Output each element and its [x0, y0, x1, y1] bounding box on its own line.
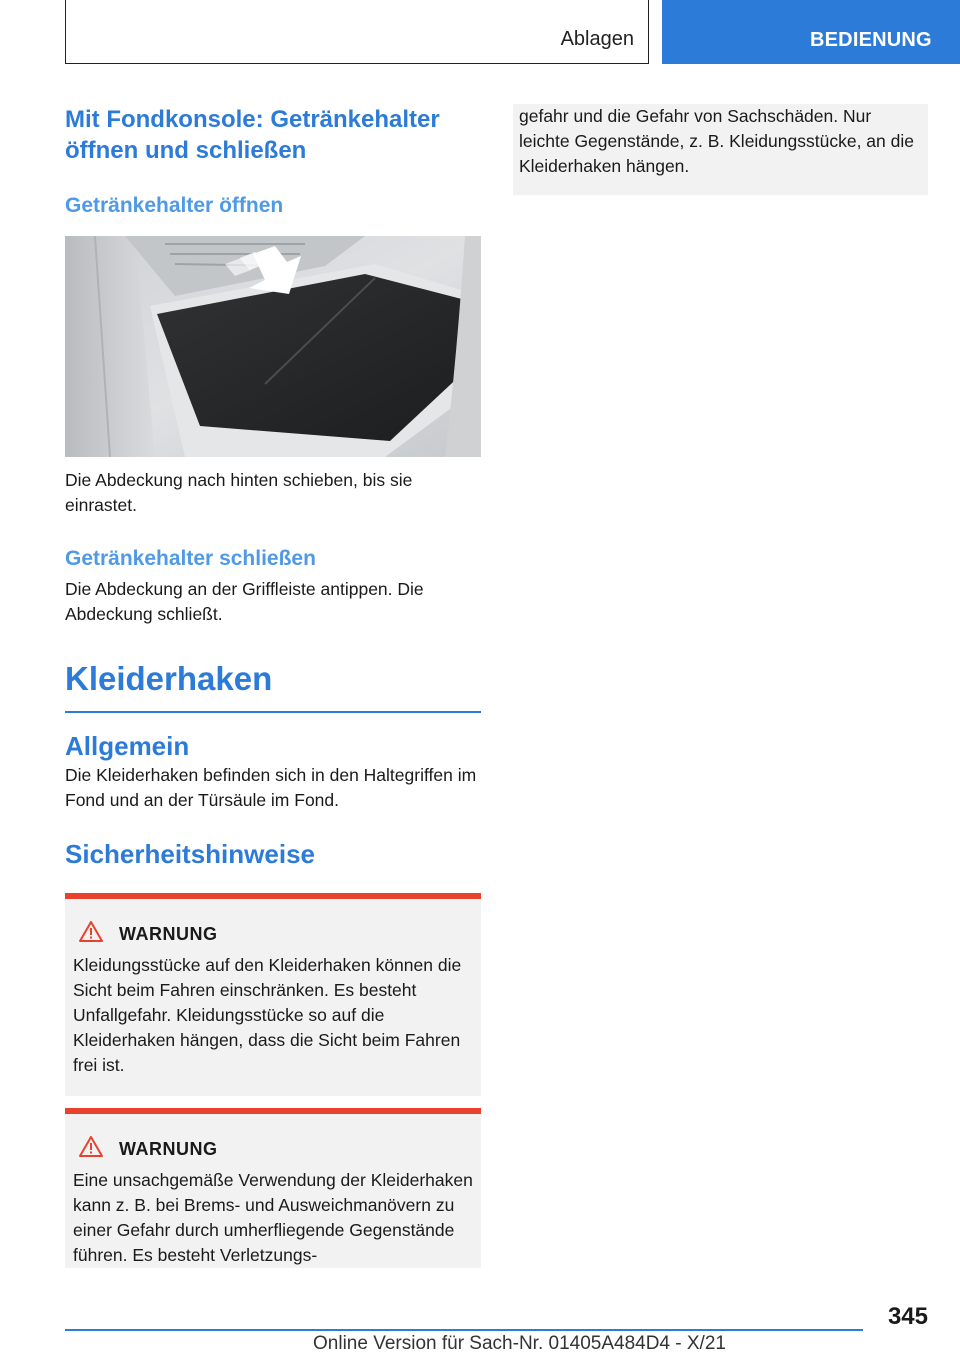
warning-icon: [79, 921, 103, 947]
footer-online-version: Online Version für Sach-Nr. 01405A484D4 - X/21: [313, 1333, 726, 1354]
warning-label-2: WARNUNG: [119, 1138, 218, 1159]
warning-label-1: WARNUNG: [119, 923, 218, 944]
warning-title-2: [79, 1136, 473, 1162]
cupholder-illustration: [65, 236, 481, 457]
warning-text-1: Kleidungsstücke auf den Kleiderhaken können die Sicht beim Fahren einschränken. Es besteht Unfallgefahr. Kleidungsstücke so auf die Kleiderhaken hängen, dass die Sicht beim Fahren frei ist.: [73, 955, 462, 1075]
header-section-title: Ablagen: [560, 28, 634, 50]
page-number: 345: [887, 1303, 928, 1330]
warning-continuation-text: gefahr und die Gefahr von Sachschäden. Nur leichte Gegenstände, z. B. Kleidungsstücke, an die Kleiderhaken hängen.: [519, 106, 914, 176]
footer-rule: [65, 1329, 863, 1331]
subheading-safety: Sicherheitshinweise: [65, 839, 315, 869]
paragraph-open: Die Abdeckung nach hinten schieben, bis sie einrastet.: [65, 470, 413, 515]
subheading-general: Allgemein: [65, 731, 190, 761]
warning-icon: [79, 1136, 103, 1162]
subheading-open: Getränkehalter öffnen: [65, 194, 284, 217]
header-section-box: [65, 0, 649, 64]
subheading-close: Getränkehalter schließen: [65, 547, 316, 570]
right-column: [513, 104, 928, 195]
section-title: Mit Fondkonsole: Getränkehalter öffnen und schließen: [65, 106, 440, 164]
left-column: [65, 104, 481, 1268]
paragraph-general: Die Kleiderhaken befinden sich in den Haltegriffen im Fond und an der Türsäule im Fond.: [65, 765, 477, 810]
warning-title-1: [79, 921, 473, 947]
header-chapter-tab: BEDIENUNG: [662, 0, 960, 64]
warning-text-2: Eine unsachgemäße Verwendung der Kleiderhaken kann z. B. bei Brems- und Ausweichmanövern zu einer Gefahr durch umherfliegende Gegenstände führen. Es besteht Verletzungs-: [73, 1170, 473, 1265]
warning-box-2: [65, 1108, 481, 1268]
paragraph-close: Die Abdeckung an der Griffleiste antippen. Die Abdeckung schließt.: [65, 579, 424, 624]
warning-box-1: [65, 893, 481, 1096]
chapter-heading: Kleiderhaken: [65, 657, 481, 713]
warning-continuation-box: [513, 104, 928, 195]
